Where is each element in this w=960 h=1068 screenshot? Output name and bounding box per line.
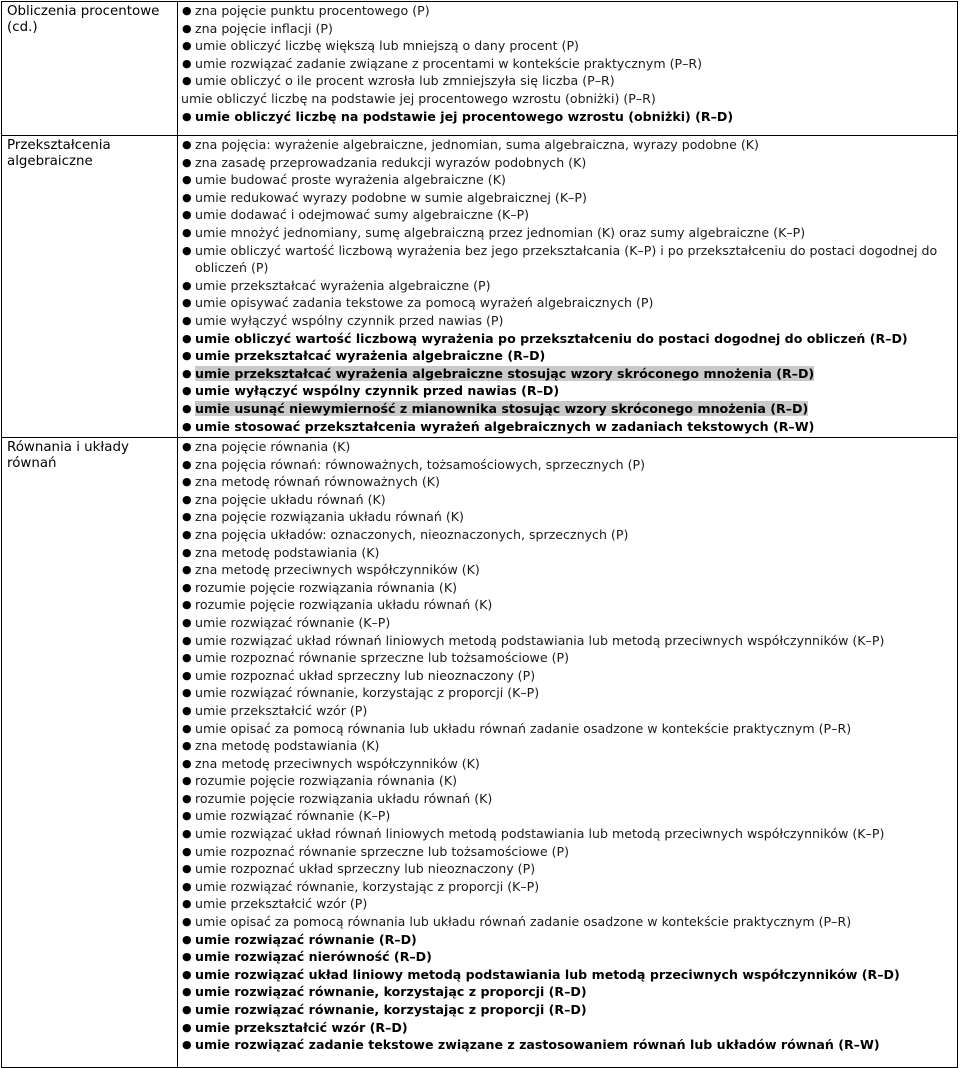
- requirement-text: umie przekształcić wzór (R–D): [195, 1019, 408, 1035]
- bullet-icon: ●: [182, 721, 192, 735]
- list-item: [181, 2, 955, 20]
- list-item: [181, 790, 955, 808]
- bullet-icon: ●: [182, 1020, 192, 1034]
- bullet-icon: ●: [182, 1003, 192, 1016]
- bullet-icon: ●: [182, 633, 192, 647]
- list-item: [181, 37, 955, 55]
- requirement-text: zna pojęcia równań: równoważnych, tożsamościowych, sprzecznych (P): [195, 456, 646, 472]
- bullet-icon: ●: [182, 384, 192, 398]
- section-title-cell: [2, 2, 178, 136]
- bullet-icon: ●: [182, 190, 192, 204]
- bullet-icon: ●: [182, 109, 192, 123]
- list-item: [181, 561, 955, 579]
- list-item: [181, 382, 955, 400]
- requirement-text: umie opisywać zadania tekstowe za pomocą wyrażeń algebraicznych (P): [195, 295, 654, 311]
- requirement-text: zna pojęcie inflacji (P): [195, 20, 333, 36]
- bullet-icon: ●: [182, 56, 192, 70]
- bullet-icon: ●: [182, 897, 192, 911]
- requirement-text: umie mnożyć jednomiany, sumę algebraiczną przez jednomian (K) oraz sumy algebraiczne (K–P): [195, 224, 806, 240]
- requirement-text: zna metodę przeciwnych współczynników (K): [195, 562, 480, 578]
- list-item: [181, 772, 955, 790]
- bullet-icon: ●: [182, 686, 192, 700]
- section-title: Przekształcenia algebraiczne: [7, 138, 111, 169]
- section-items-cell: [178, 136, 958, 438]
- bullet-icon: ●: [182, 967, 192, 981]
- requirement-text: umie rozpoznać równanie sprzeczne lub tożsamościowe (P): [195, 650, 569, 666]
- requirement-text: umie rozwiązać układ równań liniowych metodą podstawiania lub metodą przeciwnych współczynników (K–P): [195, 632, 885, 648]
- requirement-text: zna metodę równań równoważnych (K): [195, 474, 440, 490]
- bullet-icon: ●: [182, 580, 192, 594]
- list-item: [181, 508, 955, 526]
- requirement-text: umie rozwiązać równanie, korzystając z proporcji (K–P): [195, 878, 540, 894]
- list-item: [181, 895, 955, 913]
- bullet-icon: ●: [182, 138, 192, 151]
- requirement-text: umie obliczyć liczbę na podstawie jej procentowego wzrostu (obniżki) (P–R): [181, 90, 656, 106]
- bullet-icon: ●: [182, 879, 192, 893]
- requirement-text: umie usunąć niewymierność z mianownika stosując wzory skróconego mnożenia (R–D): [195, 400, 809, 416]
- list-item: [181, 1036, 955, 1054]
- bullet-icon: ●: [182, 563, 192, 577]
- list-item: [181, 473, 955, 491]
- list-item: [181, 860, 955, 878]
- list-item: [181, 55, 955, 73]
- requirement-text: umie rozwiązać równanie, korzystając z proporcji (R–D): [195, 984, 587, 1000]
- section-title-cell: [2, 136, 178, 438]
- list-item: [181, 224, 955, 242]
- requirement-text: umie przekształcać wyrażenia algebraiczne stosując wzory skróconego mnożenia (R–D): [195, 365, 815, 381]
- bullet-icon: ●: [182, 774, 192, 788]
- bullet-icon: ●: [182, 492, 192, 506]
- bullet-icon: ●: [182, 296, 192, 310]
- requirement-text: rozumie pojęcie rozwiązania równania (K): [195, 579, 457, 595]
- list-item: [181, 1001, 955, 1019]
- requirement-text: umie rozpoznać układ sprzeczny lub nieoznaczony (P): [195, 861, 536, 877]
- section-title: Równania i układy równań: [7, 440, 129, 471]
- list-item: [181, 720, 955, 738]
- bullet-icon: ●: [182, 756, 192, 770]
- bullet-icon: ●: [182, 440, 192, 453]
- list-item: [181, 966, 955, 984]
- bullet-icon: ●: [182, 4, 192, 17]
- requirement-text: umie przekształcać wyrażenia algebraiczne (R–D): [195, 348, 546, 364]
- requirement-text: rozumie pojęcie rozwiązania układu równań (K): [195, 597, 493, 613]
- list-item: [181, 755, 955, 773]
- list-item: [181, 632, 955, 650]
- section-title-cell: [2, 438, 178, 1068]
- bullet-icon: ●: [182, 457, 192, 471]
- requirement-text: umie opisać za pomocą równania lub układu równań zadanie osadzone w kontekście praktycznym (P–R): [195, 720, 852, 736]
- bullet-icon: ●: [182, 809, 192, 823]
- requirement-text: umie rozwiązać układ równań liniowych metodą podstawiania lub metodą przeciwnych współczynników (K–P): [195, 826, 885, 842]
- list-item: [181, 90, 955, 108]
- bullet-icon: ●: [182, 39, 192, 53]
- requirement-text: zna zasadę przeprowadzania redukcji wyrazów podobnych (K): [195, 154, 587, 170]
- bullet-icon: ●: [182, 915, 192, 929]
- list-item: [181, 526, 955, 544]
- bullet-icon: ●: [182, 1038, 192, 1052]
- list-item: [181, 330, 955, 348]
- list-item: [181, 843, 955, 861]
- list-item: [181, 596, 955, 614]
- bullet-icon: ●: [182, 475, 192, 489]
- requirement-text: umie rozwiązać układ liniowy metodą podstawiania lub metodą przeciwnych współczynników (R–D): [195, 966, 900, 982]
- list-item: [181, 277, 955, 295]
- requirement-text: umie rozpoznać równanie sprzeczne lub tożsamościowe (P): [195, 843, 569, 859]
- section-row-equations: [2, 438, 958, 1068]
- bullet-icon: ●: [182, 703, 192, 717]
- bullet-icon: ●: [182, 243, 192, 257]
- list-item: [181, 108, 955, 126]
- requirement-text: zna pojęcie równania (K): [195, 439, 351, 454]
- list-item: [181, 913, 955, 931]
- requirement-text: umie obliczyć wartość liczbową wyrażenia bez jego przekształcania (K–P) i po przekształceniu do postaci dogodnej do obliczeń (P): [195, 242, 938, 276]
- requirement-text: umie obliczyć liczbę większą lub mniejszą o dany procent (P): [195, 38, 579, 54]
- requirement-text: umie budować proste wyrażenia algebraiczne (K): [195, 172, 506, 188]
- section-row-algebraic-transformations: [2, 136, 958, 438]
- requirement-text: zna pojęcia układów: oznaczonych, nieoznaczonych, sprzecznych (P): [195, 526, 629, 542]
- requirement-text: zna metodę podstawiania (K): [195, 738, 380, 754]
- list-item: [181, 171, 955, 189]
- list-item: [181, 807, 955, 825]
- list-item: [181, 294, 955, 312]
- requirement-text: umie przekształcić wzór (P): [195, 702, 368, 718]
- requirement-text: umie dodawać i odejmować sumy algebraiczne (K–P): [195, 207, 530, 223]
- requirement-text: umie rozwiązać równanie (K–P): [195, 614, 391, 630]
- section-title: Obliczenia procentowe (cd.): [7, 4, 160, 35]
- bullet-icon: ●: [182, 545, 192, 559]
- requirement-text: umie rozpoznać układ sprzeczny lub nieoznaczony (P): [195, 667, 536, 683]
- requirements-list: [181, 2, 955, 125]
- list-item: [181, 20, 955, 38]
- section-items-cell: [178, 438, 958, 1068]
- bullet-icon: ●: [182, 739, 192, 753]
- requirement-text: umie rozwiązać zadanie związane z procentami w kontekście praktycznym (P–R): [195, 55, 703, 71]
- bullet-icon: ●: [182, 278, 192, 292]
- bullet-icon: ●: [182, 932, 192, 946]
- list-item: [181, 825, 955, 843]
- bullet-icon: ●: [182, 651, 192, 665]
- requirement-text: zna metodę podstawiania (K): [195, 544, 380, 560]
- bullet-icon: ●: [182, 862, 192, 876]
- requirement-text: umie obliczyć liczbę na podstawie jej procentowego wzrostu (obniżki) (R–D): [195, 108, 734, 124]
- list-item: [181, 365, 955, 383]
- requirement-text: umie opisać za pomocą równania lub układu równań zadanie osadzone w kontekście praktycznym (P–R): [195, 914, 852, 930]
- requirement-text: umie obliczyć wartość liczbową wyrażenia po przekształceniu do postaci dogodnej do obliczeń (R–D): [195, 330, 908, 346]
- list-item: [181, 983, 955, 1001]
- requirements-table: [1, 1, 958, 1068]
- bullet-icon: ●: [182, 510, 192, 524]
- list-item: [181, 544, 955, 562]
- list-item: [181, 347, 955, 365]
- list-item: [181, 948, 955, 966]
- bullet-icon: ●: [182, 349, 192, 363]
- list-item: [181, 878, 955, 896]
- requirement-text: umie stosować przekształcenia wyrażeń algebraicznych w zadaniach tekstowych (R–W): [195, 418, 815, 434]
- bullet-icon: ●: [182, 225, 192, 239]
- list-item: [181, 242, 955, 277]
- bullet-icon: ●: [182, 155, 192, 169]
- list-item: [181, 737, 955, 755]
- requirement-text: umie rozwiązać nierówność (R–D): [195, 949, 432, 965]
- list-item: [181, 312, 955, 330]
- bullet-icon: ●: [182, 21, 192, 35]
- bullet-icon: ●: [182, 401, 192, 415]
- requirement-text: umie wyłączyć wspólny czynnik przed nawias (P): [195, 312, 504, 328]
- requirement-text: umie rozwiązać równanie (K–P): [195, 808, 391, 824]
- requirement-text: umie rozwiązać równanie, korzystając z proporcji (R–D): [195, 1002, 587, 1017]
- requirement-text: umie rozwiązać zadanie tekstowe związane z zastosowaniem równań lub układów równań (R–W): [195, 1037, 880, 1053]
- requirement-text: zna pojęcie układu równań (K): [195, 491, 386, 507]
- bullet-icon: ●: [182, 331, 192, 345]
- bullet-icon: ●: [182, 74, 192, 88]
- list-item: [181, 189, 955, 207]
- requirements-list: [181, 136, 955, 435]
- bullet-icon: ●: [182, 527, 192, 541]
- requirement-text: umie redukować wyrazy podobne w sumie algebraicznej (K–P): [195, 189, 587, 205]
- bullet-icon: ●: [182, 985, 192, 999]
- section-row-percentages: [2, 2, 958, 136]
- requirement-text: zna pojęcie rozwiązania układu równań (K): [195, 509, 464, 525]
- list-item: [181, 418, 955, 436]
- requirement-text: rozumie pojęcie rozwiązania równania (K): [195, 773, 457, 789]
- section-items-cell: [178, 2, 958, 136]
- bullet-icon: ●: [182, 313, 192, 327]
- requirement-text: umie rozwiązać równanie (R–D): [195, 931, 417, 947]
- list-item: [181, 491, 955, 509]
- bullet-icon: ●: [182, 366, 192, 380]
- requirement-text: rozumie pojęcie rozwiązania układu równań (K): [195, 790, 493, 806]
- requirement-text: zna pojęcia: wyrażenie algebraiczne, jednomian, suma algebraiczna, wyrazy podobne (K): [195, 137, 759, 152]
- list-item: [181, 702, 955, 720]
- list-item: [181, 931, 955, 949]
- requirement-text: zna metodę przeciwnych współczynników (K): [195, 755, 480, 771]
- bullet-icon: ●: [182, 598, 192, 612]
- list-item: [181, 456, 955, 474]
- requirement-text: zna pojęcie punktu procentowego (P): [195, 3, 430, 18]
- list-item: [181, 438, 955, 456]
- list-item: [181, 136, 955, 154]
- requirements-document: [1, 1, 958, 1068]
- requirements-list: [181, 438, 955, 1054]
- list-item: [181, 579, 955, 597]
- bullet-icon: ●: [182, 791, 192, 805]
- bullet-icon: ●: [182, 668, 192, 682]
- bullet-icon: ●: [182, 208, 192, 222]
- bullet-icon: ●: [182, 173, 192, 187]
- requirement-text: umie obliczyć o ile procent wzrosła lub zmniejszyła się liczba (P–R): [195, 73, 615, 89]
- list-item: [181, 1019, 955, 1037]
- requirement-text: umie rozwiązać równanie, korzystając z proporcji (K–P): [195, 685, 540, 701]
- bullet-icon: ●: [182, 615, 192, 629]
- requirement-text: umie przekształcać wyrażenia algebraiczne (P): [195, 277, 491, 293]
- bullet-icon: ●: [182, 844, 192, 858]
- list-item: [181, 684, 955, 702]
- list-item: [181, 72, 955, 90]
- list-item: [181, 206, 955, 224]
- bullet-icon: ●: [182, 827, 192, 841]
- bullet-icon: ●: [182, 419, 192, 433]
- list-item: [181, 667, 955, 685]
- requirement-text: umie wyłączyć wspólny czynnik przed nawias (R–D): [195, 383, 560, 399]
- requirement-text: umie przekształcić wzór (P): [195, 896, 368, 912]
- list-item: [181, 400, 955, 418]
- list-item: [181, 614, 955, 632]
- list-item: [181, 154, 955, 172]
- bullet-icon: ●: [182, 950, 192, 964]
- list-item: [181, 649, 955, 667]
